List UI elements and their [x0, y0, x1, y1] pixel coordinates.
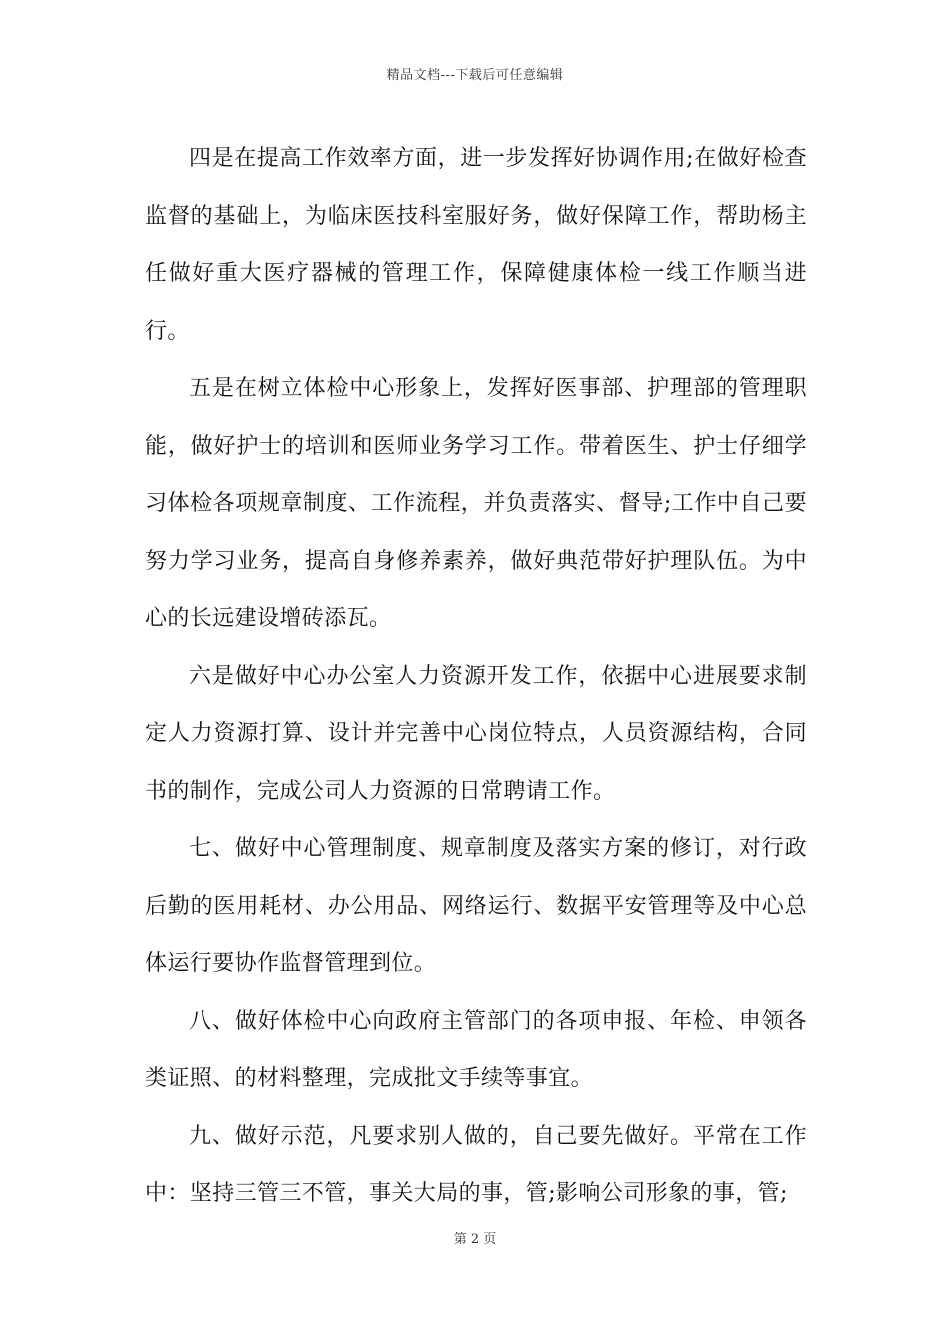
paragraph-6: 六是做好中心办公室人力资源开发工作，依据中心进展要求制定人力资源打算、设计并完善中心岗位特点，人员资源结构，合同书的制作，完成公司人力资源的日常聘请工作。 — [145, 663, 807, 804]
page-header: 精品文档---下载后可任意编辑 — [386, 68, 564, 83]
paragraph-4: 四是在提高工作效率方面，进一步发挥好协调作用;在做好检查监督的基础上，为临床医技科室服好务，做好保障工作，帮助杨主任做好重大医疗器械的管理工作，保障健康体检一线工作顺当进行。 — [145, 146, 807, 344]
paragraph-7: 七、做好中心管理制度、规章制度及落实方案的修订，对行政后勤的医用耗材、办公用品、网络运行、数据平安管理等及中心总体运行要协作监督管理到位。 — [145, 836, 807, 976]
paragraph-8: 八、做好体检中心向政府主管部门的各项申报、年检、申领各类证照、的材料整理，完成批文手续等事宜。 — [145, 1008, 807, 1091]
paragraph-9: 九、做好示范，凡要求别人做的，自己要先做好。平常在工作中：坚持三管三不管，事关大局的事，管;影响公司形象的事，管; — [145, 1123, 807, 1206]
paragraph-5: 五是在树立体检中心形象上，发挥好医事部、护理部的管理职能，做好护士的培训和医师业务学习工作。带着医生、护士仔细学习体检各项规章制度、工作流程，并负责落实、督导;工作中自己要努力学习业务，提高自身修养素养，做好典范带好护理队伍。为中心的长远建设增砖添瓦。 — [145, 376, 807, 631]
document-body — [145, 130, 807, 1223]
page-number: 第 2 页 — [453, 1232, 497, 1247]
